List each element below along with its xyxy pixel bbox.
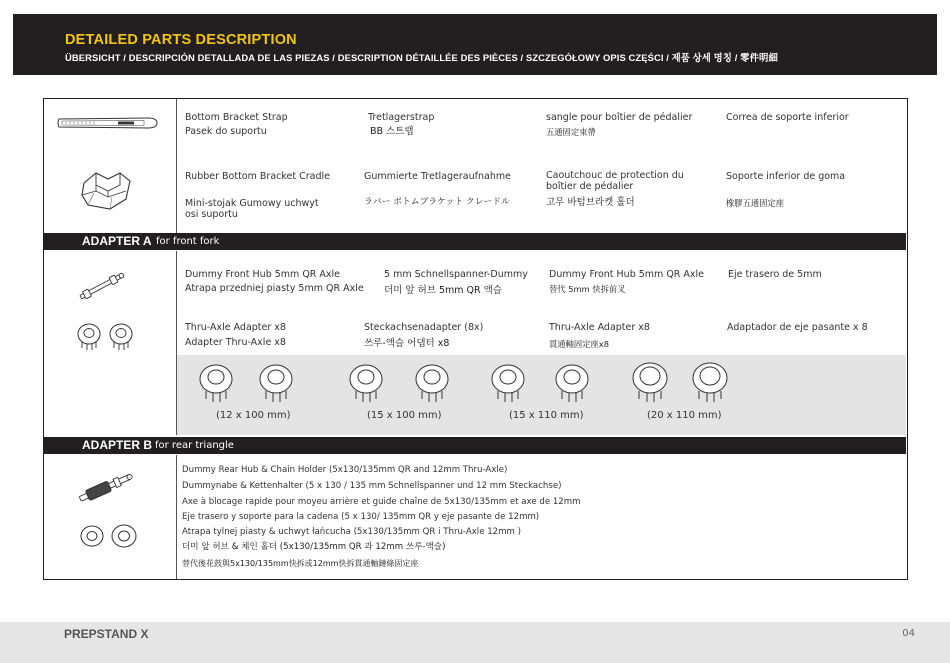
cradle-label-es: Soporte inferior de goma (726, 171, 846, 182)
thru-axle-label-fr: Thru-Axle Adapter x8 (549, 322, 650, 333)
thru-axle-label-zh: 貫通軸固定座x8 (549, 339, 609, 349)
page-subtitle: ÜBERSICHT / DESCRIPCIÓN DETALLADA DE LAS PIEZAS / DESCRIPTION DÉTAILLÉE DES PIÈCES / SZCZEGÓŁOWY OPIS CZĘŚCI / 제품 상세 명칭 / 零件明細 (65, 52, 778, 63)
rear-hub-line-ko: 더미 앞 허브 & 체인 홀더 (5x130/135mm QR 과 12mm 쓰루-액슬) (182, 542, 446, 552)
page-footer (0, 622, 950, 663)
header-bar (13, 14, 937, 75)
parts-table (43, 98, 908, 580)
rubber-cradle-icon (74, 165, 136, 213)
size-label-20x110: (20 x 110 mm) (647, 410, 722, 421)
thru-axle-label-ko: 쓰루-액슬 어댑터 x8 (364, 338, 450, 349)
cradle-label-fr: Caoutchouc de protection du boîtier de pédalier (546, 170, 684, 192)
thru-axle-label-es: Adaptador de eje pasante x 8 (727, 322, 868, 333)
dummy-rear-hub-icon (76, 471, 136, 505)
column-divider (176, 99, 177, 233)
rear-adapter-pair-icon (78, 521, 140, 551)
size-label-12x100: (12 x 100 mm) (216, 410, 291, 421)
page-title: DETAILED PARTS DESCRIPTION (65, 32, 297, 48)
strap-label-pl: Pasek do suportu (185, 126, 267, 137)
thru-axle-label-en: Thru-Axle Adapter x8 (185, 322, 286, 333)
column-divider (176, 455, 177, 579)
strap-label-en: Bottom Bracket Strap (185, 112, 288, 123)
front-hub-label-es: Eje trasero de 5mm (728, 269, 822, 280)
page-number: 04 (902, 628, 915, 639)
thru-axle-adapter-pair-icon (74, 321, 138, 351)
front-hub-label-fr: Dummy Front Hub 5mm QR Axle (549, 269, 705, 280)
thru-axle-label-de: Steckachsenadapter (8x) (364, 322, 484, 333)
size-label-15x110: (15 x 110 mm) (509, 410, 584, 421)
adapter-15x100-pair-icon (344, 361, 460, 405)
footer-brand: PREPSTAND X (64, 627, 149, 641)
adapter-b-title: ADAPTER B (82, 438, 153, 452)
adapter-12x100-pair-icon (196, 361, 300, 405)
front-hub-label-de: 5 mm Schnellspanner-Dummy (384, 269, 528, 280)
adapter-20x110-pair-icon (630, 359, 734, 405)
adapter-a-title: ADAPTER A (82, 234, 152, 248)
adapter-b-subtitle: for rear triangle (155, 440, 234, 451)
strap-label-es: Correa de soporte inferior (726, 112, 849, 123)
dummy-front-hub-icon (76, 271, 128, 301)
cradle-label-ko: 고무 바텀브라켓 홀더 (546, 197, 635, 208)
cradle-label-de: Gummierte Tretlageraufnahme (364, 171, 511, 182)
rear-hub-line-de: Dummynabe & Kettenhalter (5 x 130 / 135 mm Schnellspanner und 12 mm Steckachse) (182, 481, 562, 491)
adapter-b-band (44, 437, 906, 454)
bottom-bracket-strap-icon (56, 115, 160, 131)
rear-hub-line-es: Eje trasero y soporte para la cadena (5 x 130/ 135mm QR y eje pasante de 12mm) (182, 512, 540, 522)
adapter-a-band (44, 233, 906, 250)
front-hub-label-en: Dummy Front Hub 5mm QR Axle (185, 269, 341, 280)
size-label-15x100: (15 x 100 mm) (367, 410, 442, 421)
front-hub-label-pl: Atrapa przedniej piasty 5mm QR Axle (185, 283, 364, 294)
front-hub-label-ko: 더미 앞 허브 5mm QR 액슬 (384, 285, 502, 296)
strap-label-zh: 五通固定束帶 (546, 127, 596, 137)
strap-label-ko: BB 스트랩 (370, 126, 414, 137)
adapter-15x110-pair-icon (488, 361, 598, 405)
rear-hub-line-pl: Atrapa tylnej piasty & uchwyt łańcucha (5x130/135mm QR i Thru-Axle 12mm ) (182, 527, 521, 537)
cradle-label-ja: ラバー ボトムブラケット クレードル (364, 197, 510, 207)
rear-hub-line-zh: 替代後花鼓與5x130/135mm快拆或12mm快拆貫通軸鏈條固定座 (182, 559, 419, 568)
strap-label-de: Tretlagerstrap (368, 112, 435, 123)
rear-hub-line-fr: Axe à blocage rapide pour moyeu arrière et guide chaîne de 5x130/135mm et axe de 12mm (182, 497, 581, 507)
front-hub-label-zh: 替代 5mm 快拆前叉 (549, 284, 626, 294)
strap-label-fr: sangle pour boîtier de pédalier (546, 112, 693, 123)
cradle-label-pl: Mini-stojak Gumowy uchwyt osi suportu (185, 198, 319, 220)
cradle-label-zh: 橡膠五通固定座 (726, 198, 785, 208)
cradle-label-en: Rubber Bottom Bracket Cradle (185, 171, 330, 182)
adapter-a-subtitle: for front fork (156, 236, 220, 247)
thru-axle-label-pl: Adapter Thru-Axle x8 (185, 337, 286, 348)
rear-hub-line-en: Dummy Rear Hub & Chain Holder (5x130/135mm QR and 12mm Thru-Axle) (182, 465, 508, 475)
